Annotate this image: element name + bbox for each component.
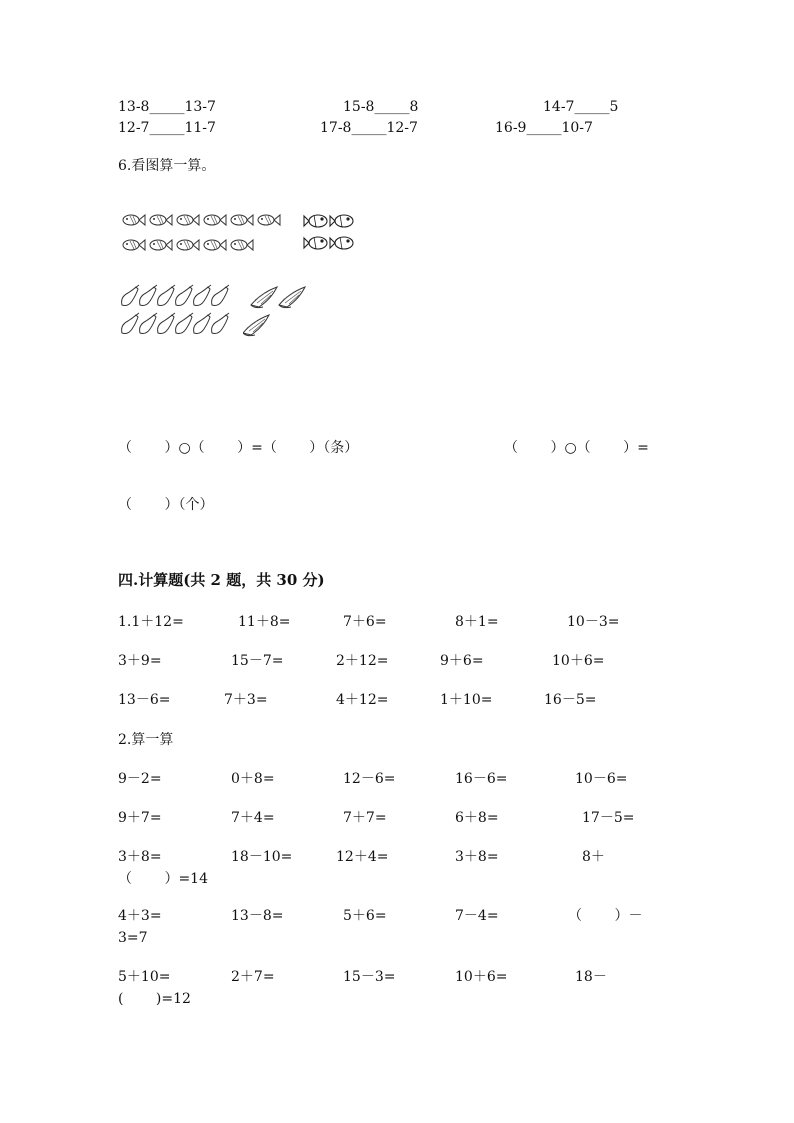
q6-equation-fish: （ ）○（ ）=（ ）（条）: [118, 440, 359, 456]
p2-r5-c5: 18－: [575, 969, 607, 985]
p2-r4-c2: 13－8=: [231, 908, 284, 924]
q6-equation-veg: （ ）○（ ）=: [504, 440, 649, 456]
p2-r3-c3: 12＋4=: [336, 849, 389, 865]
p2-r5-c4: 10＋6=: [455, 969, 508, 985]
compare-2-1: 12-7_____11-7: [118, 120, 216, 136]
p2-r2-c2: 7＋4=: [231, 810, 275, 826]
p2-r3-wrap: （ ）=14: [118, 871, 208, 887]
p1-r3-c4: 1＋10=: [440, 692, 493, 708]
p2-r2-c3: 7＋7=: [343, 810, 387, 826]
p2-r3-c5: 8＋: [582, 849, 605, 865]
p2-r3-c2: 18－10=: [231, 849, 293, 865]
p2-r1-c5: 10－6=: [575, 771, 628, 787]
p1-r1-c1: 1.1＋12=: [118, 614, 184, 630]
p2-r4-c5: （ ）－: [568, 908, 643, 924]
compare-1-2: 15-8_____8: [343, 99, 419, 115]
p1-r1-c5: 10－3=: [567, 614, 620, 630]
p1-r1-c3: 7＋6=: [343, 614, 387, 630]
p2-r5-c3: 15－3=: [343, 969, 396, 985]
p2-r3-c4: 3＋8=: [455, 849, 499, 865]
p2-r2-c5: 17－5=: [582, 810, 635, 826]
p2-r5-c1: 5＋10=: [118, 969, 171, 985]
p2-r4-c3: 5＋6=: [343, 908, 387, 924]
q6-equation-veg-cont: （ ）（个）: [118, 497, 214, 513]
q6-heading: 6.看图算一算。: [118, 158, 216, 174]
p2-r5-c2: 2＋7=: [231, 969, 275, 985]
compare-1-3: 14-7_____5: [543, 99, 619, 115]
p1-r1-c4: 8＋1=: [455, 614, 499, 630]
p2-r1-c1: 9－2=: [118, 771, 162, 787]
p2-r4-c1: 4＋3=: [118, 908, 162, 924]
p1-r3-c1: 13－6=: [118, 692, 171, 708]
fish-group-left-image: [120, 210, 290, 256]
p2-r5-wrap: ( )=12: [118, 991, 191, 1007]
p1-r2-c3: 2＋12=: [336, 653, 389, 669]
p2-r4-wrap: 3=7: [118, 930, 148, 946]
p1-r2-c2: 15－7=: [231, 653, 284, 669]
p2-r3-c1: 3＋8=: [118, 849, 162, 865]
corn-group-image: [243, 285, 313, 341]
p2-heading: 2.算一算: [118, 732, 174, 748]
p1-r2-c4: 9＋6=: [440, 653, 484, 669]
compare-2-2: 17-8_____12-7: [320, 120, 418, 136]
p2-r4-c4: 7－4=: [455, 908, 499, 924]
fish-group-right-image: [302, 210, 358, 256]
p1-r3-c2: 7＋3=: [224, 692, 268, 708]
p1-r1-c2: 11＋8=: [238, 614, 291, 630]
p1-r3-c5: 16－5=: [544, 692, 597, 708]
p2-r1-c3: 12－6=: [343, 771, 396, 787]
p1-r3-c3: 4＋12=: [336, 692, 389, 708]
p2-r1-c4: 16－6=: [455, 771, 508, 787]
p2-r1-c2: 0＋8=: [231, 771, 275, 787]
p1-r2-c1: 3＋9=: [118, 653, 162, 669]
p2-r2-c1: 9＋7=: [118, 810, 162, 826]
p1-r2-c5: 10＋6=: [552, 653, 605, 669]
compare-2-3: 16-9_____10-7: [495, 120, 593, 136]
compare-1-1: 13-8_____13-7: [118, 99, 216, 115]
eggplant-group-image: [120, 283, 240, 339]
section-4-title: 四.计算题(共 2 题，共 30 分): [118, 571, 325, 589]
p2-r2-c4: 6＋8=: [455, 810, 499, 826]
